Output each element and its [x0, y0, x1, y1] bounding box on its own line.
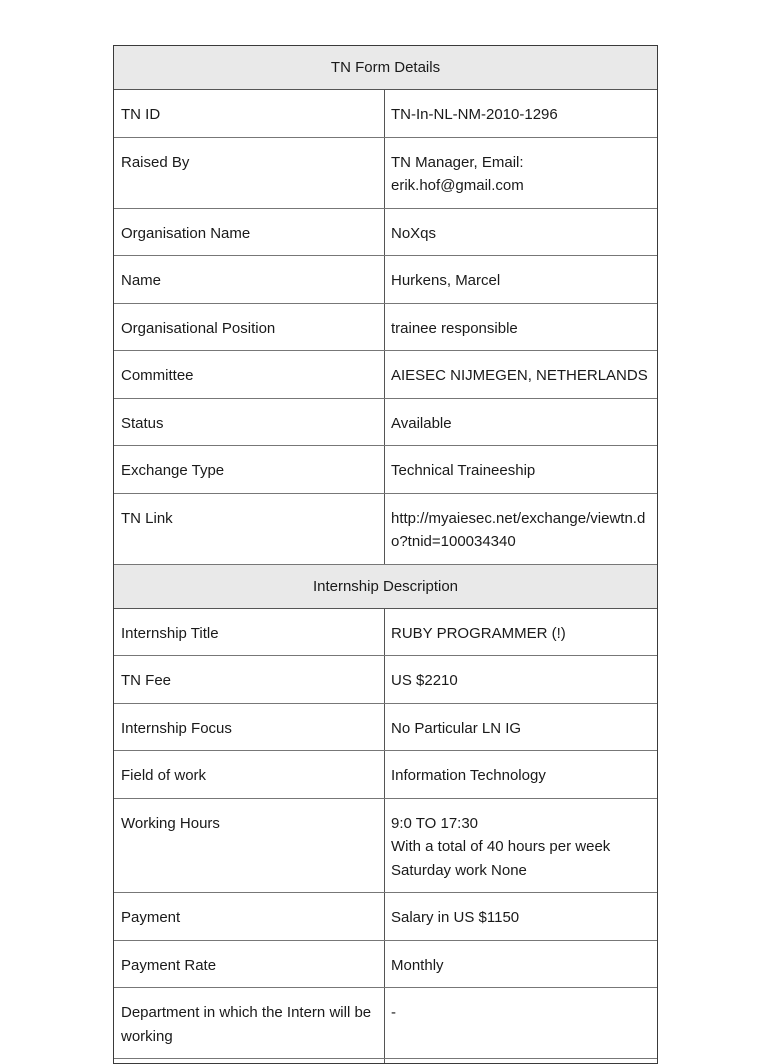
value-line: Hurkens, Marcel	[391, 272, 501, 289]
field-label: Committee	[114, 351, 385, 398]
table-row-status	[114, 399, 657, 447]
table-row-organisational-position	[114, 304, 657, 352]
table-row-tn-link	[114, 494, 657, 565]
value-line: RUBY PROGRAMMER (!)	[391, 624, 566, 642]
field-label: TN Fee	[114, 656, 385, 703]
field-label: Exchange Type	[114, 446, 385, 493]
value-line: -	[391, 1004, 396, 1021]
value-line: Monthly	[391, 956, 444, 974]
field-value	[385, 751, 657, 798]
field-label: Internship Focus	[114, 704, 385, 751]
field-value	[385, 704, 657, 751]
field-value	[385, 256, 657, 303]
table-row-committee	[114, 351, 657, 399]
field-label: Organisation Name	[114, 209, 385, 256]
field-label: Raised By	[114, 138, 385, 208]
field-value	[385, 138, 657, 208]
table-row-tn-fee	[114, 656, 657, 704]
tn-form-table	[113, 45, 658, 1064]
value-line: TN Manager, Email:	[391, 153, 524, 171]
value-line: TN-In-NL-NM-2010-1296	[391, 106, 558, 123]
field-value	[385, 304, 657, 351]
value-line: Technical Traineeship	[391, 462, 536, 479]
field-label: Department in which the Intern will be working	[114, 988, 385, 1058]
value-line: Saturday work None	[391, 861, 527, 879]
field-value	[385, 988, 657, 1058]
table-row-organisation-name	[114, 209, 657, 257]
table-row-name	[114, 256, 657, 304]
field-value	[385, 941, 657, 988]
field-label: Payment Rate	[114, 941, 385, 988]
table-row-raised-by	[114, 138, 657, 209]
field-label: Working Hours	[114, 799, 385, 893]
field-label: Organisational Position	[114, 304, 385, 351]
section-header-tn-form-details: TN Form Details	[114, 46, 657, 90]
field-label: TN ID	[114, 90, 385, 137]
value-line: NoXqs	[391, 224, 437, 242]
value-line: http://myaiesec.net/exchange/viewtn.d	[391, 509, 646, 527]
table-row-exchange-type	[114, 446, 657, 494]
value-line: Information Technology	[391, 767, 546, 784]
value-line: Available	[391, 414, 452, 432]
value-line: Salary in US $1150	[391, 909, 520, 926]
section-header-internship-description: Internship Description	[114, 565, 657, 609]
table-row-payment-rate	[114, 941, 657, 989]
field-label: TN Link	[114, 494, 385, 564]
field-value	[385, 656, 657, 703]
field-value	[385, 609, 657, 656]
table-row-working-hours	[114, 799, 657, 894]
value-line: With a total of 40 hours per week	[391, 838, 611, 855]
table-row-tn-id	[114, 90, 657, 138]
field-value	[385, 799, 657, 893]
table-row-internship-title	[114, 609, 657, 657]
field-label: Field of work	[114, 751, 385, 798]
field-value	[385, 209, 657, 256]
field-label: Payment	[114, 893, 385, 940]
field-value	[385, 893, 657, 940]
field-label: Name	[114, 256, 385, 303]
field-label: Internship Title	[114, 609, 385, 656]
value-line: US $2210	[391, 672, 458, 689]
field-label: Status	[114, 399, 385, 446]
table-row-payment	[114, 893, 657, 941]
field-value	[385, 351, 657, 398]
value-line: erik.hof@gmail.com	[391, 177, 524, 194]
table-bottom-divider	[114, 1059, 385, 1063]
field-value	[385, 494, 657, 564]
field-value	[385, 446, 657, 493]
value-line: 9:0 TO 17:30	[391, 814, 479, 832]
value-line: AIESEC NIJMEGEN, NETHERLANDS	[391, 367, 648, 384]
table-row-field-of-work	[114, 751, 657, 799]
field-value	[385, 90, 657, 137]
table-row-internship-focus	[114, 704, 657, 752]
value-line: No Particular LN IG	[391, 719, 522, 737]
table-bottom-edge	[114, 1059, 657, 1063]
field-value	[385, 399, 657, 446]
value-line: o?tnid=100034340	[391, 533, 516, 550]
value-line: trainee responsible	[391, 319, 518, 337]
